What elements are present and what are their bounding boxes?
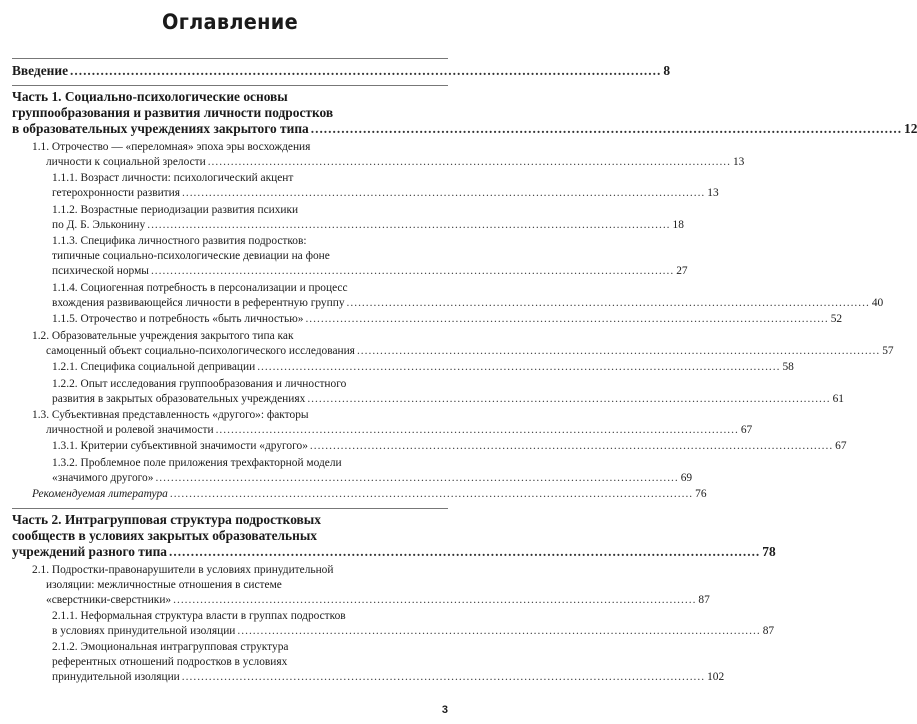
leader-dots: ........................................................................................................................................ [181,671,706,683]
toc-s114-line1: 1.1.4. Социогенная потребность в персонализации и процесс [52,282,348,294]
toc-entry-1-3[interactable] [46,424,753,436]
leader-dots: ........................................................................................................................................ [155,472,679,484]
entry-title: личности к социальной зрелости [46,156,206,168]
leader-dots: ........................................................................................................................................ [169,544,761,559]
leader-dots: ........................................................................................................................................ [150,265,675,277]
entry-title: развития в закрытых образовательных учреждениях [52,393,306,405]
toc-entry-2-1-2[interactable] [52,671,725,683]
toc-s111-line1: 1.1.1. Возраст личности: психологический акцент [52,172,294,184]
toc-part1-line1: Часть 1. Социально-психологические основы [12,89,288,104]
entry-page: 27 [676,265,688,277]
toc-entry-1-3-1[interactable] [52,440,847,452]
entry-page: 102 [707,671,725,683]
toc-entry-1-1[interactable] [46,156,745,168]
section-rule [12,508,448,509]
entry-page: 58 [782,361,794,373]
toc-entry-part1[interactable] [12,121,917,137]
entry-page: 67 [740,424,753,436]
toc-s21-line2: изоляции: межличностные отношения в системе [46,579,282,591]
entry-title: в образовательных учреждениях закрытого типа [12,121,309,136]
entry-page: 40 [871,297,884,309]
entry-page: 78 [762,544,776,559]
toc-s132-line1: 1.3.2. Проблемное поле приложения трехфакторной модели [52,457,342,469]
leader-dots: ........................................................................................................................................ [310,121,903,136]
toc-s12-line1: 1.2. Образовательные учреждения закрытого типа как [32,330,294,342]
toc-entry-2-1-1[interactable] [52,625,775,637]
toc-entry-1-1-4[interactable] [52,297,884,309]
entry-title: учреждений разного типа [12,544,167,559]
entry-title: «значимого другого» [52,472,154,484]
entry-title: «сверстники-сверстники» [46,594,172,606]
entry-page: 69 [680,472,693,484]
entry-page: 18 [672,219,684,231]
entry-title: гетерохронности развития [52,187,180,199]
entry-title: вхождения развивающейся личности в референтную группу [52,297,345,309]
leader-dots: ........................................................................................................................................ [356,345,881,357]
entry-title: 1.3.1. Критерии субъективной значимости «другого» [52,440,308,452]
toc-s211-line1: 2.1.1. Неформальная структура власти в группах подростков [52,610,346,622]
entry-title: по Д. Б. Эльконину [52,219,146,231]
section-rule [12,85,448,86]
toc-s113-line2: типичные социально-психологические девиации на фоне [52,250,330,262]
entry-title: 1.1.5. Отрочество и потребность «быть личностью» [52,313,304,325]
toc-entry-1-3-2[interactable] [52,472,693,484]
toc-s11-line1: 1.1. Отрочество — «переломная» эпоха эры восхождения [32,141,311,153]
entry-page: 61 [832,393,844,405]
page-title: Оглавление [162,10,298,34]
toc-entry-1-2-1[interactable] [52,361,794,373]
title-rule [12,58,448,59]
toc-entry-1-1-5[interactable] [52,313,843,325]
entry-page: 52 [830,313,843,325]
leader-dots: ........................................................................................................................................ [309,440,834,452]
leader-dots: ........................................................................................................................................ [147,219,671,231]
entry-page: 67 [835,440,847,452]
entry-title: Рекомендуемая литература [32,488,168,500]
leader-dots: ........................................................................................................................................ [169,488,694,500]
toc-part1-line2: группообразования и развития личности подростков [12,105,334,120]
toc-entry-1-1-1[interactable] [52,187,719,199]
leader-dots: ........................................................................................................................................ [307,393,831,405]
entry-page: 8 [663,63,671,78]
toc-entry-1-1-2[interactable] [52,219,684,231]
toc-entry-part2[interactable] [12,544,776,560]
toc-s122-line1: 1.2.2. Опыт исследования группообразования и личностного [52,378,347,390]
entry-page: 76 [695,488,707,500]
toc-s113-line1: 1.1.3. Специфика личностного развития подростков: [52,235,307,247]
toc-s13-line1: 1.3. Субъективная представленность «другого»: факторы [32,409,309,421]
leader-dots: ........................................................................................................................................ [207,156,731,168]
page-number: 3 [441,704,448,716]
toc-s21-line1: 2.1. Подростки-правонарушители в условиях принудительной [32,564,334,576]
entry-title: 1.2.1. Специфика социальной депривации [52,361,256,373]
leader-dots: ........................................................................................................................................ [182,187,706,199]
toc-part2-line2: сообществ в условиях закрытых образовательных [12,528,317,543]
leader-dots: ........................................................................................................................................ [215,424,739,436]
entry-title: самоценный объект социально-психологического исследования [46,345,355,357]
toc-entry-intro[interactable] [12,63,671,79]
toc-part2-line1: Часть 2. Интрагрупповая структура подростковых [12,512,321,527]
entry-title: принудительной изоляции [52,671,180,683]
toc-entry-2-1[interactable] [46,594,710,606]
entry-title: в условиях принудительной изоляции [52,625,236,637]
entry-title: Введение [12,63,69,78]
leader-dots: ........................................................................................................................................ [346,297,870,309]
entry-page: 87 [762,625,775,637]
toc-s212-line1: 2.1.2. Эмоциональная интрагрупповая структура [52,641,289,653]
toc-entry-1-1-3[interactable] [52,265,688,277]
entry-page: 87 [698,594,710,606]
leader-dots: ........................................................................................................................................ [237,625,761,637]
entry-page: 13 [707,187,719,199]
toc-s212-line2: референтных отношений подростков в условиях [52,656,288,668]
entry-page: 13 [732,156,745,168]
entry-title: психической нормы [52,265,149,277]
leader-dots: ........................................................................................................................................ [70,63,662,78]
toc-entry-1-2-2[interactable] [52,393,844,405]
leader-dots: ........................................................................................................................................ [305,313,829,325]
toc-entry-1-2[interactable] [46,345,894,357]
leader-dots: ........................................................................................................................................ [257,361,781,373]
entry-page: 12 [904,121,917,136]
leader-dots: ........................................................................................................................................ [173,594,697,606]
toc-s112-line1: 1.1.2. Возрастные периодизации развития психики [52,204,299,216]
entry-title: личностной и ролевой значимости [46,424,214,436]
entry-page: 57 [882,345,894,357]
toc-entry-literature[interactable] [32,488,707,500]
